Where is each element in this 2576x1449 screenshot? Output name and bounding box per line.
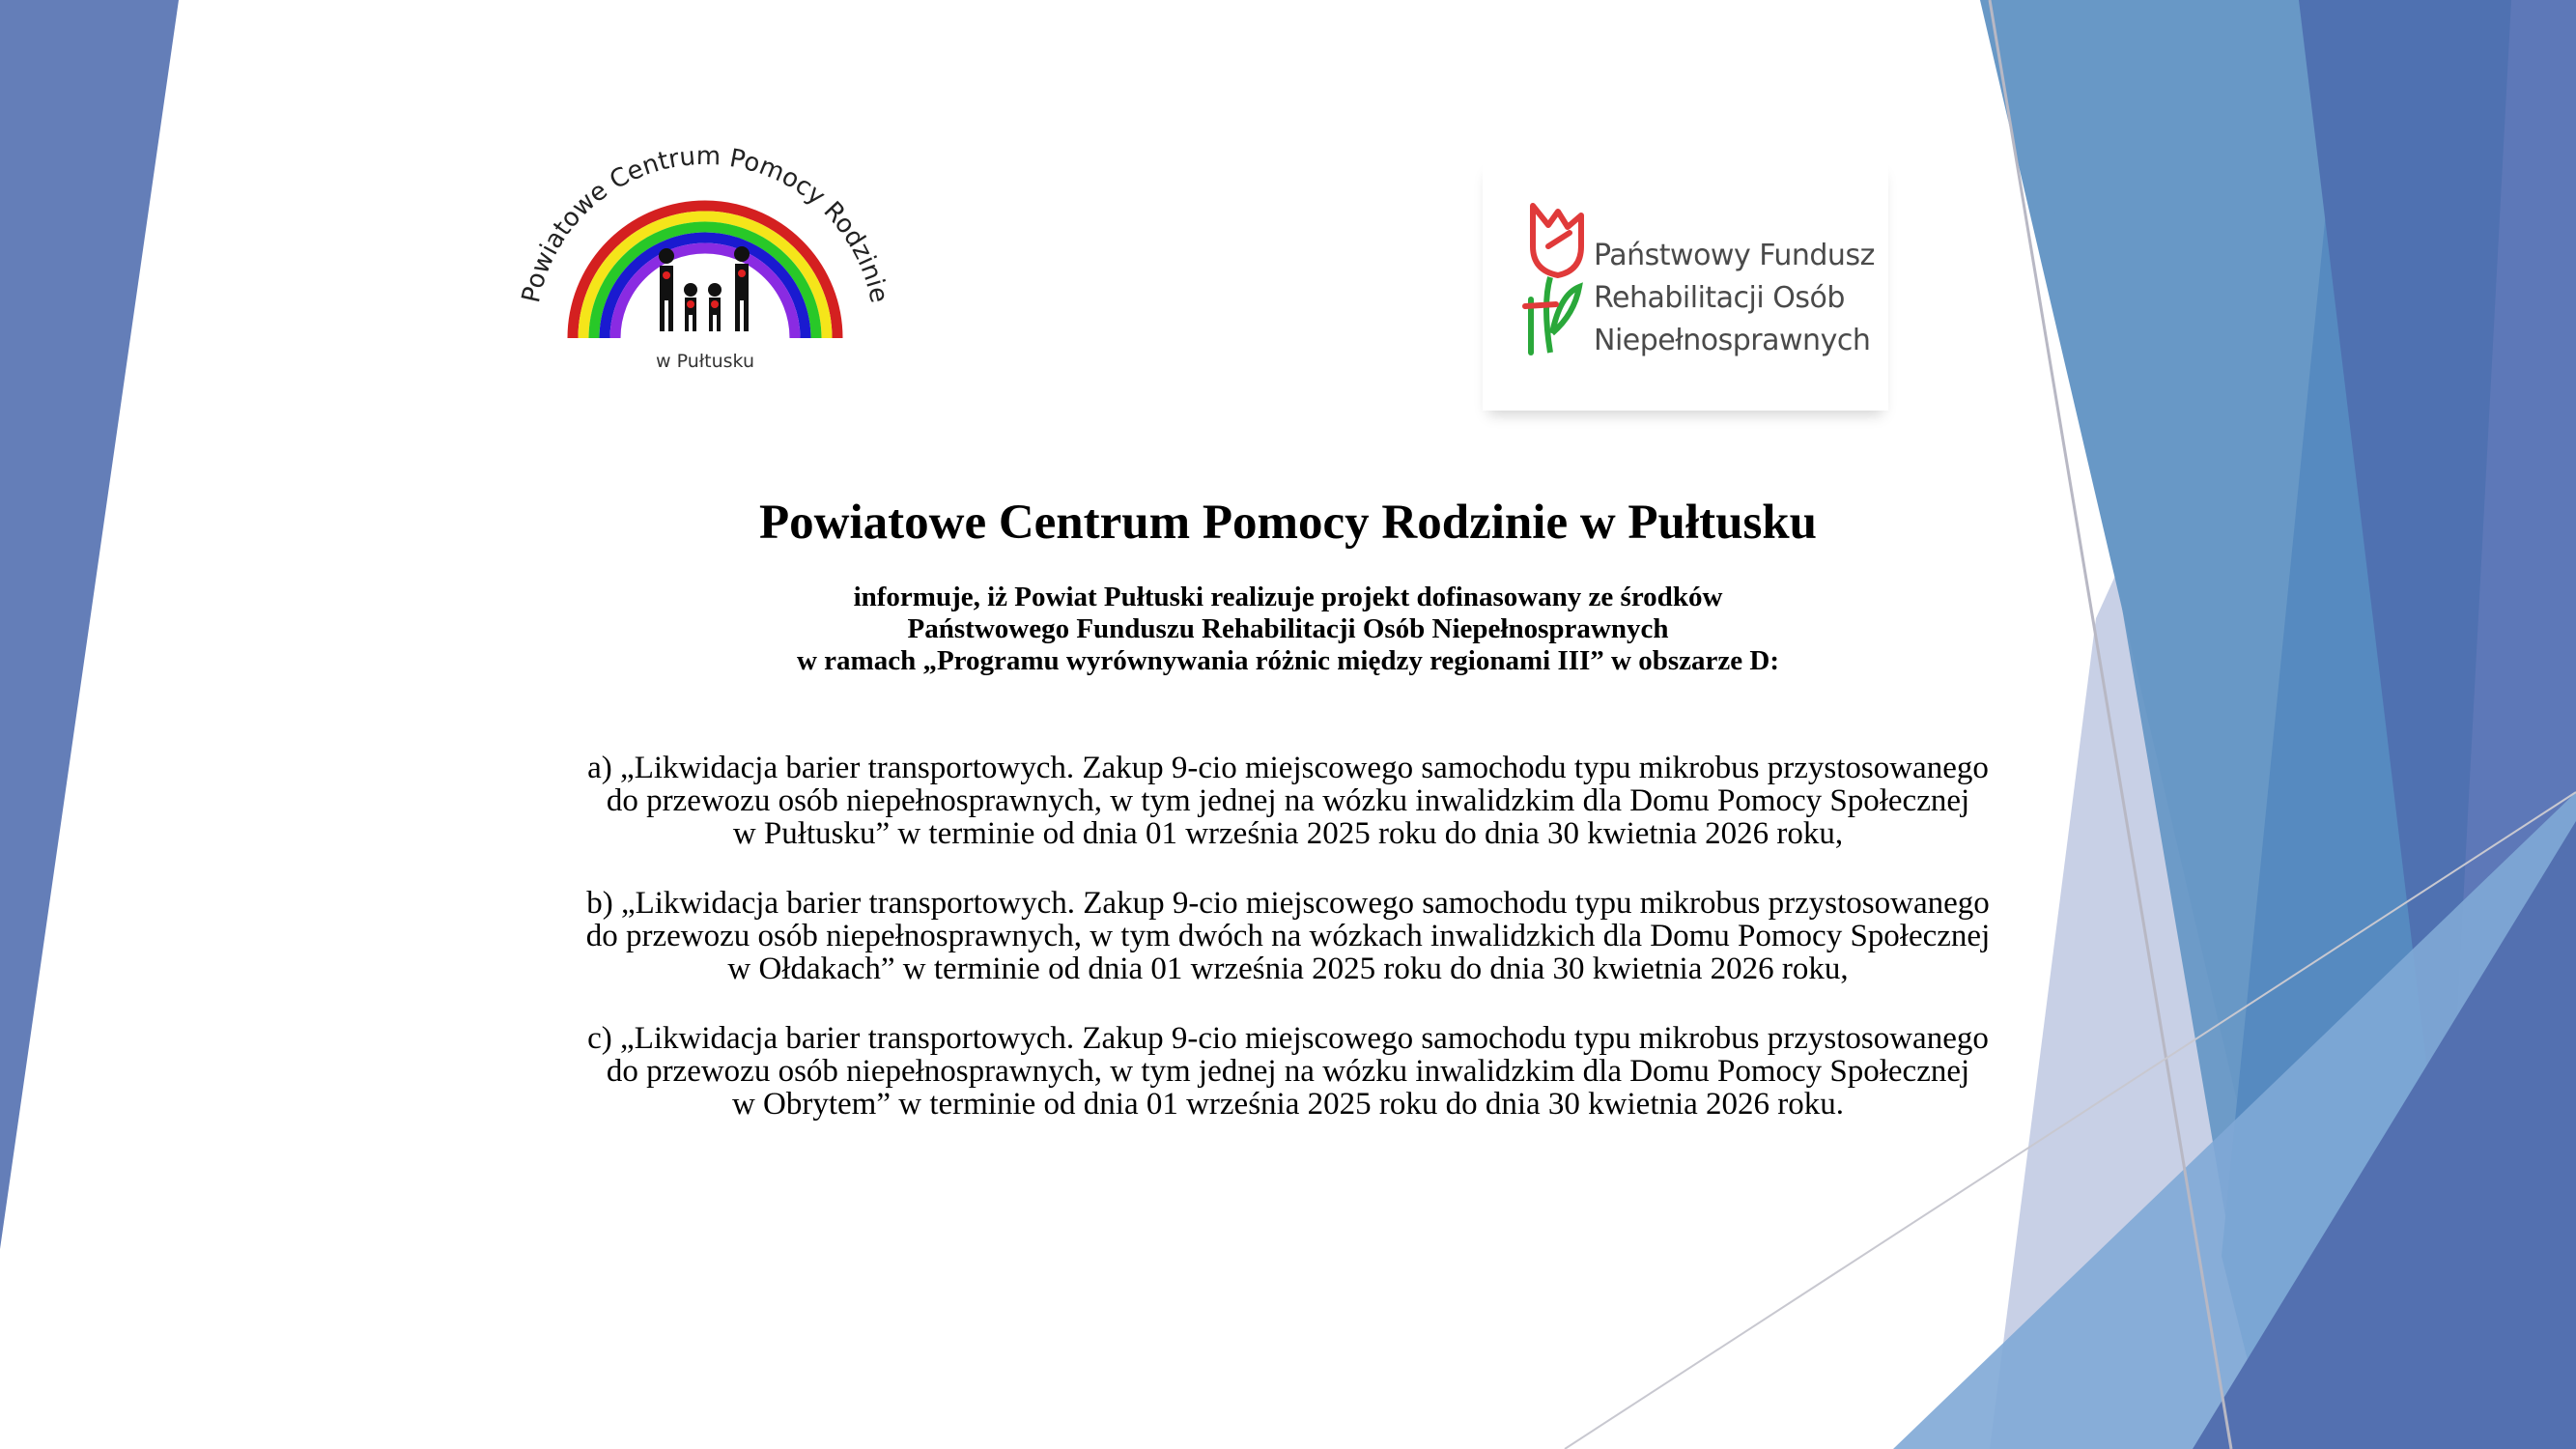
item-line: do przewozu osób niepełnosprawnych, w tym jednej na wózku inwalidzkim dla Domu Pomocy Społecznej bbox=[606, 1054, 1970, 1089]
intro-paragraph bbox=[0, 582, 2576, 677]
intro-line: informuje, iż Powiat Pułtuski realizuje projekt dofinasowany ze środków bbox=[853, 582, 1723, 612]
item-line: a) „Likwidacja barier transportowych. Zakup 9-cio miejscowego samochodu typu mikrobus przystosowanego bbox=[587, 751, 1989, 785]
project-item-a bbox=[0, 752, 2576, 850]
intro-line: w ramach „Programu wyrównywania różnic między regionami III” w obszarze D: bbox=[796, 645, 1779, 676]
item-line: w Pułtusku” w terminie od dnia 01 września 2025 roku do dnia 30 kwietnia 2026 roku, bbox=[732, 816, 1844, 851]
item-line: c) „Likwidacja barier transportowych. Zakup 9-cio miejscowego samochodu typu mikrobus przystosowanego bbox=[587, 1021, 1989, 1056]
pfron-line: Państwowy Fundusz bbox=[1594, 239, 1875, 272]
item-line: do przewozu osób niepełnosprawnych, w tym dwóch na wózkach inwalidzkich dla Domu Pomocy Społecznej bbox=[585, 919, 1991, 953]
pfron-line: Rehabilitacji Osób bbox=[1594, 281, 1845, 315]
page-title: Powiatowe Centrum Pomocy Rodzinie w Pułtusku bbox=[758, 496, 1818, 550]
project-item-c bbox=[0, 1022, 2576, 1121]
item-line: w Ołdakach” w terminie od dnia 01 września 2025 roku do dnia 30 kwietnia 2026 roku, bbox=[727, 952, 1849, 986]
item-line: b) „Likwidacja barier transportowych. Zakup 9-cio miejscowego samochodu typu mikrobus przystosowanego bbox=[586, 886, 1990, 921]
item-line: w Obrytem” w terminie od dnia 01 września 2025 roku do dnia 30 kwietnia 2026 roku. bbox=[731, 1087, 1845, 1122]
intro-line: Państwowego Funduszu Rehabilitacji Osób Niepełnosprawnych bbox=[907, 613, 1669, 644]
pfron-line: Niepełnosprawnych bbox=[1594, 324, 1871, 357]
pcpr-logo-subtitle: w Pułtusku bbox=[656, 351, 754, 372]
item-line: do przewozu osób niepełnosprawnych, w tym jednej na wózku inwalidzkim dla Domu Pomocy Społecznej bbox=[606, 783, 1970, 818]
project-item-b bbox=[0, 887, 2576, 985]
pcpr-arc-text: Powiatowe Centrum Pomocy Rodzinie bbox=[517, 141, 893, 306]
